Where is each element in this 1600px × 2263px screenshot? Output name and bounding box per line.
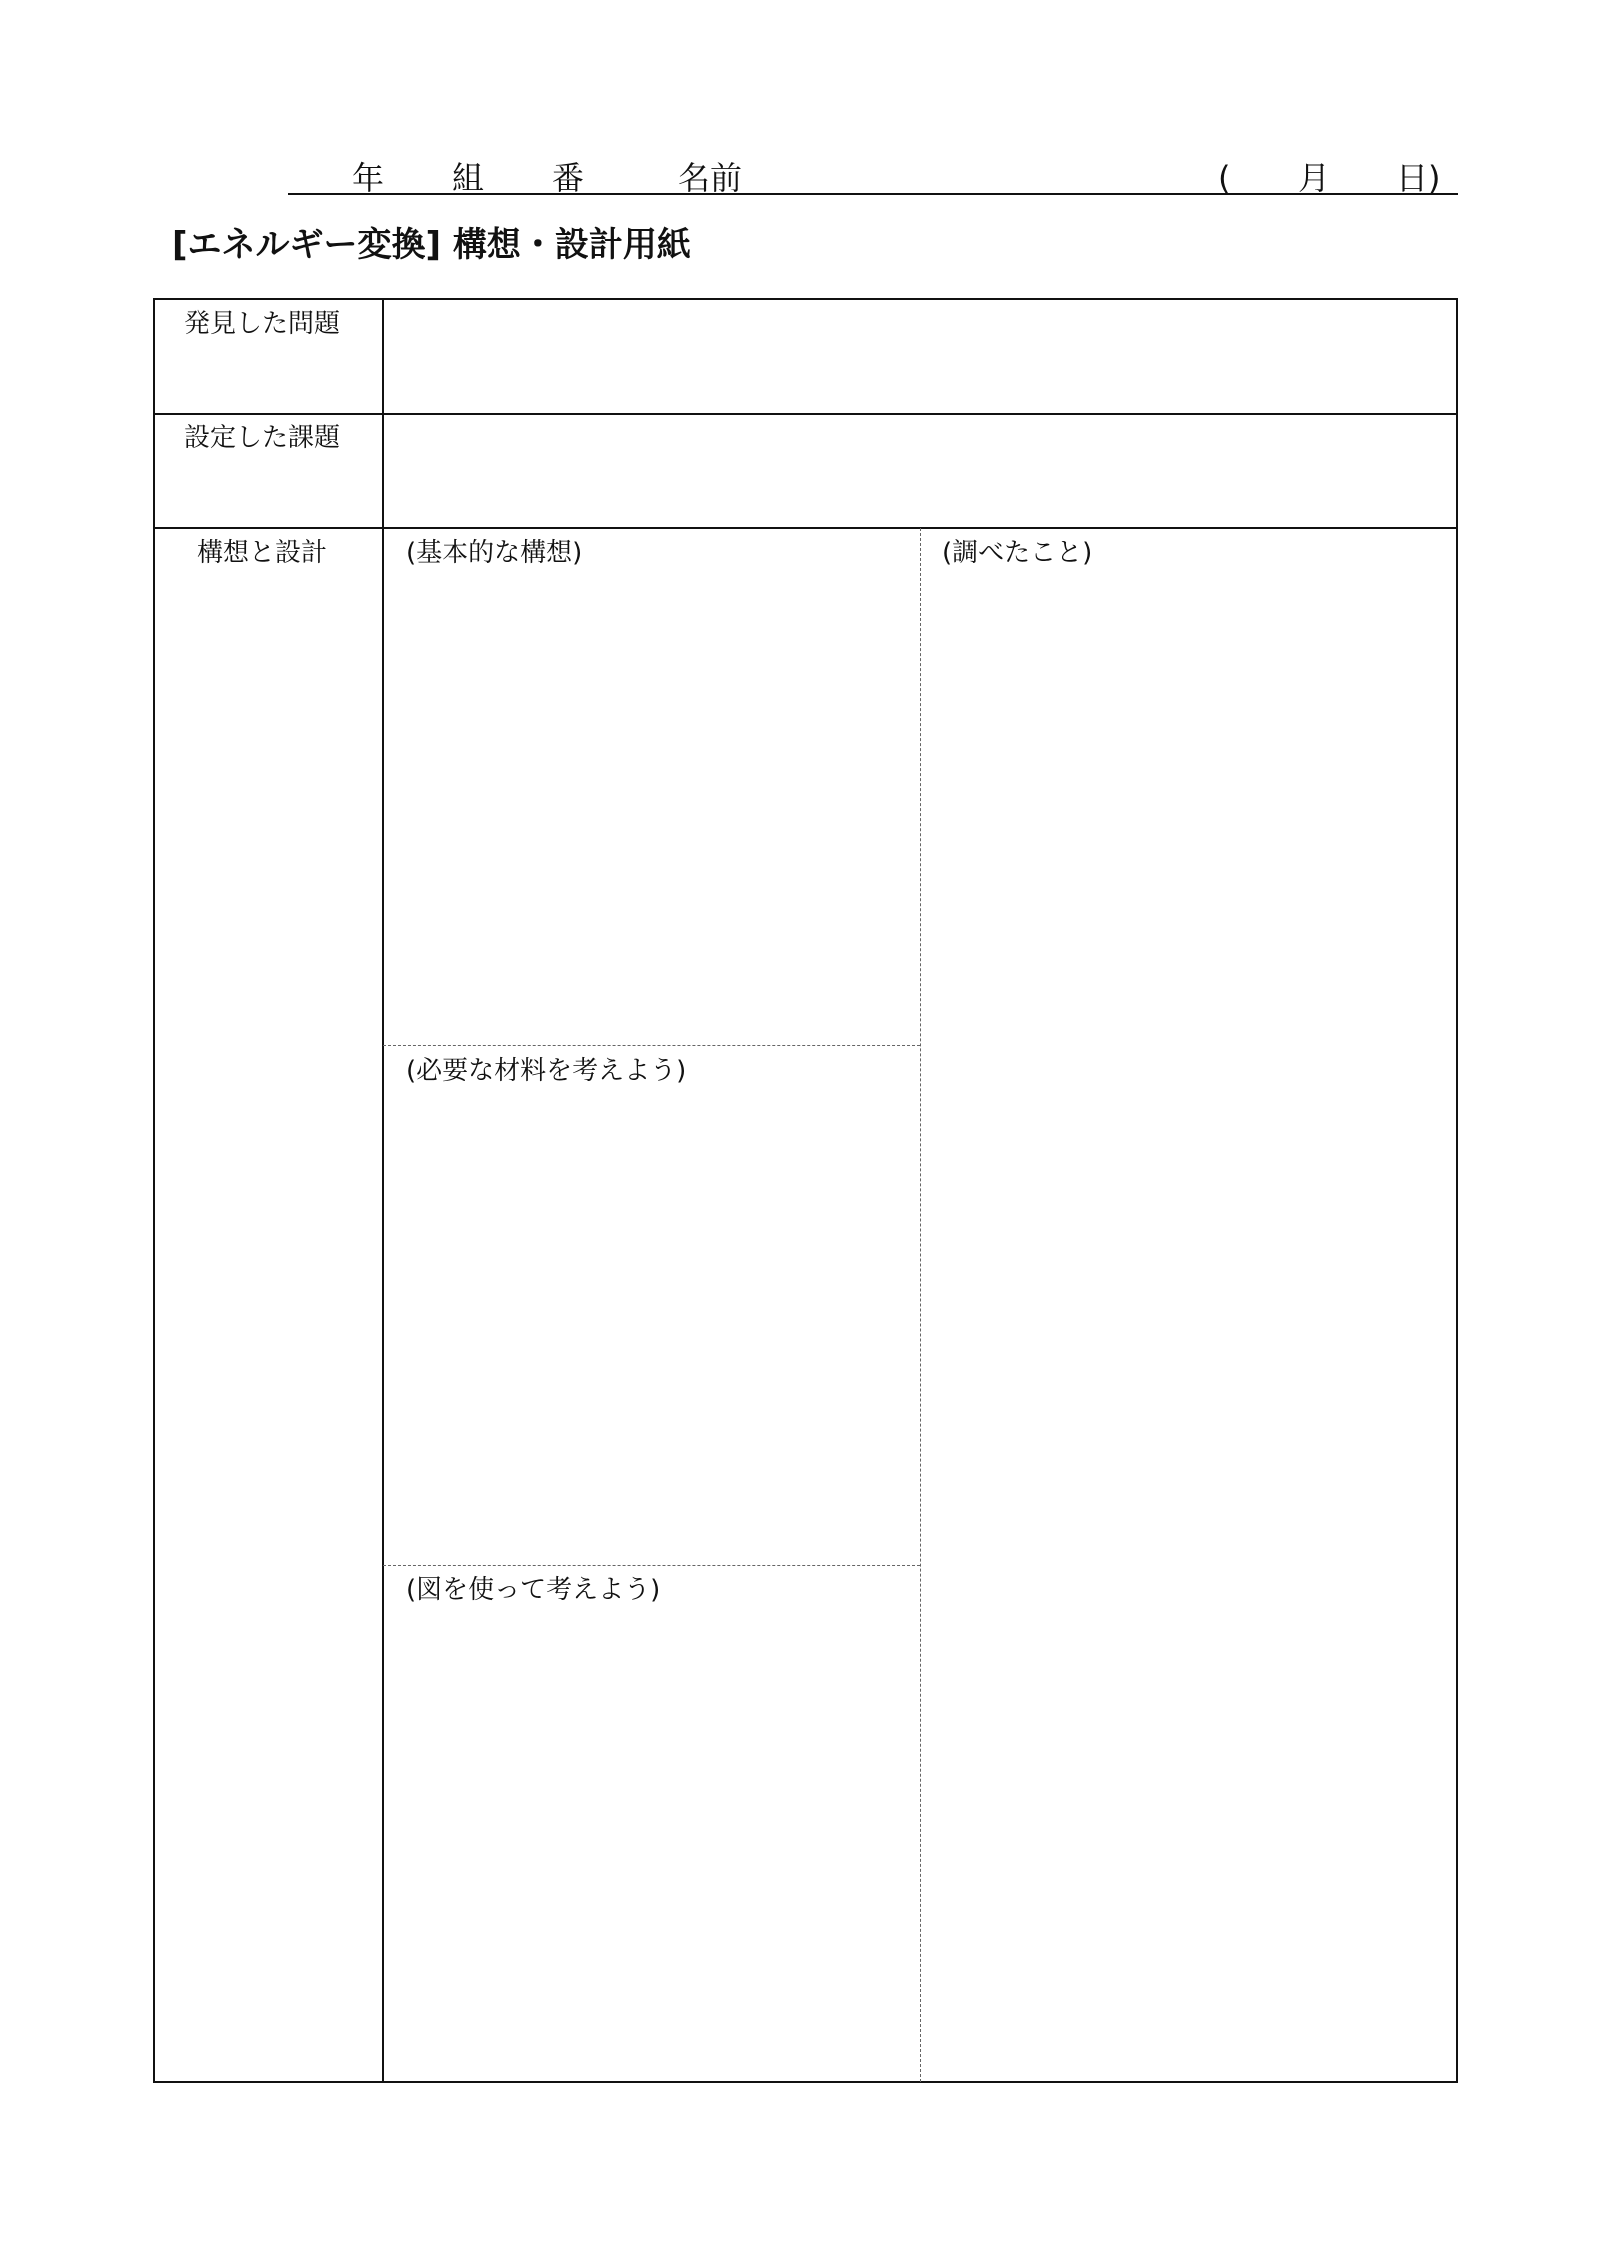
task-field[interactable] <box>384 415 1456 526</box>
problem-label: 発見した問題 <box>184 309 341 339</box>
diagram-field[interactable] <box>384 1614 918 2081</box>
page-title: [エネルギー変換] 構想・設計用紙 <box>172 225 691 265</box>
diagram-heading: (図を使って考えよう) <box>406 1575 661 1605</box>
row-divider-2 <box>153 527 1458 529</box>
header-month: 月 <box>1298 159 1331 197</box>
header-day: 日) <box>1396 159 1441 197</box>
header-paren-open: ( <box>1218 159 1231 197</box>
research-field[interactable] <box>922 575 1456 2081</box>
materials-divider <box>383 1045 920 1046</box>
header-underline <box>288 193 1458 195</box>
basic-idea-heading: (基本的な構想) <box>406 538 583 568</box>
header-year: 年 <box>352 159 385 197</box>
research-heading: (調べたこと) <box>942 538 1093 568</box>
diagram-divider <box>383 1565 920 1566</box>
problem-field[interactable] <box>384 300 1456 412</box>
header-number: 番 <box>552 159 585 197</box>
design-label: 構想と設計 <box>197 538 328 568</box>
materials-heading: (必要な材料を考えよう) <box>406 1056 687 1086</box>
header-name: 名前 <box>678 159 743 197</box>
task-label: 設定した課題 <box>184 423 341 453</box>
design-column-divider <box>920 528 921 2082</box>
basic-idea-field[interactable] <box>384 575 918 1043</box>
materials-field[interactable] <box>384 1095 918 1563</box>
header-class: 組 <box>452 159 485 197</box>
